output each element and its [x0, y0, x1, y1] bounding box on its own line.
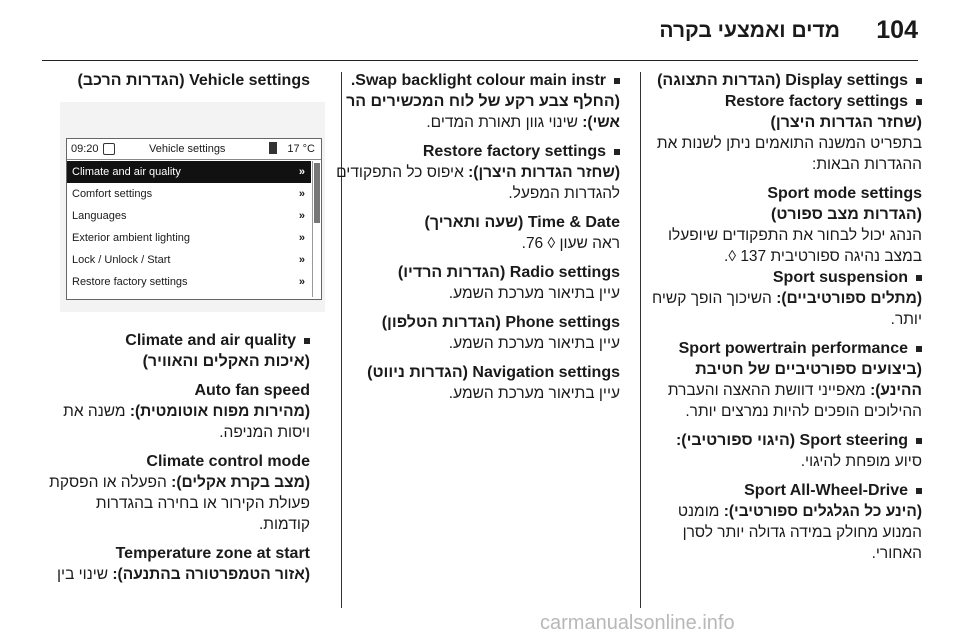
bullet-icon — [916, 438, 922, 444]
fuel-icon — [269, 142, 277, 154]
sport-powertrain-text: ההינע): מאפייני דוושת ההאצה והעברת ההילוכים הופכים להיות נמרצים יותר. — [667, 382, 922, 420]
swap-backlight-text: אשי): שינוי גוון תאורת המדים. — [426, 114, 620, 131]
bullet-icon — [916, 78, 922, 84]
climate-heading: Climate and air quality — [45, 330, 310, 351]
phone-settings-text: עיין בתיאור מערכת השמע. — [448, 335, 620, 352]
climate-mode-heading: Climate control mode — [146, 453, 310, 470]
restore-text: (שחזר הגדרות היצרן): איפוס כל התפקודים להגדרות המפעל. — [336, 164, 620, 202]
bullet-icon — [614, 78, 620, 84]
sport-powertrain-heading: Sport powertrain performance — [637, 338, 922, 359]
bullet-icon — [916, 99, 922, 105]
temp-zone-heading: Temperature zone at start — [115, 545, 310, 562]
info-display — [66, 138, 322, 300]
restore-factory-heading: Restore factory settings — [637, 91, 922, 112]
restore-heading: Restore factory settings — [335, 141, 620, 162]
bullet-icon — [614, 149, 620, 155]
display-screenshot — [60, 102, 325, 312]
menu-item-lock-unlock[interactable]: Lock / Unlock / Start » — [67, 249, 311, 271]
swap-backlight-heading-he: (החלף צבע רקע של לוח המכשירים הר — [346, 93, 620, 110]
chevron-right-icon: » — [298, 232, 305, 244]
time-date-text: ראה שעון ◊ 76. — [521, 235, 620, 252]
menu-item-exterior-lighting[interactable]: Exterior ambient lighting » — [67, 227, 311, 249]
navigation-settings-text: עיין בתיאור מערכת השמע. — [448, 385, 620, 402]
page-title: מדים ואמצעי בקרה — [659, 19, 840, 42]
chevron-right-icon: » — [298, 210, 305, 222]
menu-item-restore-factory[interactable]: Restore factory settings » — [67, 271, 311, 293]
sport-suspension-text: (מתלים ספורטיביים): השיכוך הופך קשיח יותר. — [652, 290, 922, 328]
climate-mode-text: (מצב בקרת אקלים): הפעלה או הפסקת פעולת הקירור או בחירה בהגדרות קודמות. — [49, 474, 310, 533]
sport-suspension-heading: Sport suspension — [637, 267, 922, 288]
watermark: carmanualsonline.info — [540, 612, 735, 634]
menu-item-languages[interactable]: Languages » — [67, 205, 311, 227]
restore-factory-text: בתפריט המשנה התואמים ניתן לשנות את ההגדרות הבאות: — [656, 135, 922, 173]
column-left — [45, 70, 310, 91]
temp-zone-text: (אזור הטמפרטורה בהתנעה): שינוי בין — [57, 566, 310, 583]
chevron-right-icon: » — [298, 254, 305, 266]
bullet-icon — [916, 346, 922, 352]
sport-mode-heading-he: (הגדרות מצב ספורט) — [771, 206, 922, 223]
settings-icon — [103, 143, 115, 155]
sport-powertrain-heading-he: (ביצועים ספורטיביים של חטיבת — [695, 361, 922, 378]
auto-fan-text: (מהירות מפוח אוטומטית): משנה את ויסות המניפה. — [63, 403, 310, 441]
sport-awd-text: (הינע כל הגלגלים ספורטיבי): מומנט המנוע מחולק במידה גדולה יותר לסרן האחורי. — [677, 503, 922, 562]
bullet-icon — [916, 275, 922, 281]
restore-factory-heading-he: (שחזר הגדרות היצרן) — [770, 114, 922, 131]
display-settings-heading: Display settings (הגדרות התצוגה) — [637, 70, 922, 91]
sport-steering-text: סיוע מופחת להיגוי. — [800, 453, 922, 470]
header-rule — [42, 60, 918, 61]
settings-menu — [67, 161, 311, 293]
chevron-right-icon: » — [298, 166, 305, 178]
chevron-right-icon: » — [298, 188, 305, 200]
radio-settings-heading: Radio settings (הגדרות הרדיו) — [397, 264, 620, 281]
page-number: 104 — [876, 16, 918, 44]
page-header — [0, 0, 960, 70]
display-status-bar — [67, 139, 321, 160]
sport-steering-heading: Sport steering (היגוי ספורטיבי): — [637, 430, 922, 451]
bullet-icon — [304, 338, 310, 344]
radio-settings-text: עיין בתיאור מערכת השמע. — [448, 285, 620, 302]
time-date-heading: Time & Date (שעה ותאריך) — [424, 214, 620, 231]
menu-item-comfort[interactable]: Comfort settings » — [67, 183, 311, 205]
column-right — [637, 70, 922, 564]
climate-heading-he: (איכות האקלים והאוויר) — [142, 353, 310, 370]
sport-mode-heading: Sport mode settings — [767, 185, 922, 202]
chevron-right-icon: » — [298, 276, 305, 288]
swap-backlight-heading: Swap backlight colour main instr. — [335, 70, 620, 91]
navigation-settings-heading: Navigation settings (הגדרות ניווט) — [367, 364, 620, 381]
outside-temperature: 17 °C — [287, 143, 315, 155]
scrollbar-thumb[interactable] — [314, 163, 320, 223]
column-middle — [335, 70, 620, 404]
auto-fan-heading: Auto fan speed — [194, 382, 310, 399]
sport-mode-text: הנהג יכול לבחור את התפקודים שיופעלו במצב נהיגה ספורטיבית 137 ◊. — [667, 227, 922, 265]
display-title: Vehicle settings — [149, 143, 226, 155]
column-left-body — [45, 330, 310, 585]
phone-settings-heading: Phone settings (הגדרות הטלפון) — [381, 314, 620, 331]
vehicle-settings-heading: Vehicle settings (הגדרות הרכב) — [77, 72, 310, 89]
bullet-icon — [916, 488, 922, 494]
sport-awd-heading: Sport All-Wheel-Drive — [637, 480, 922, 501]
clock: 09:20 — [71, 143, 99, 155]
menu-item-climate[interactable]: Climate and air quality » — [67, 161, 311, 183]
menu-scrollbar[interactable] — [312, 161, 321, 297]
